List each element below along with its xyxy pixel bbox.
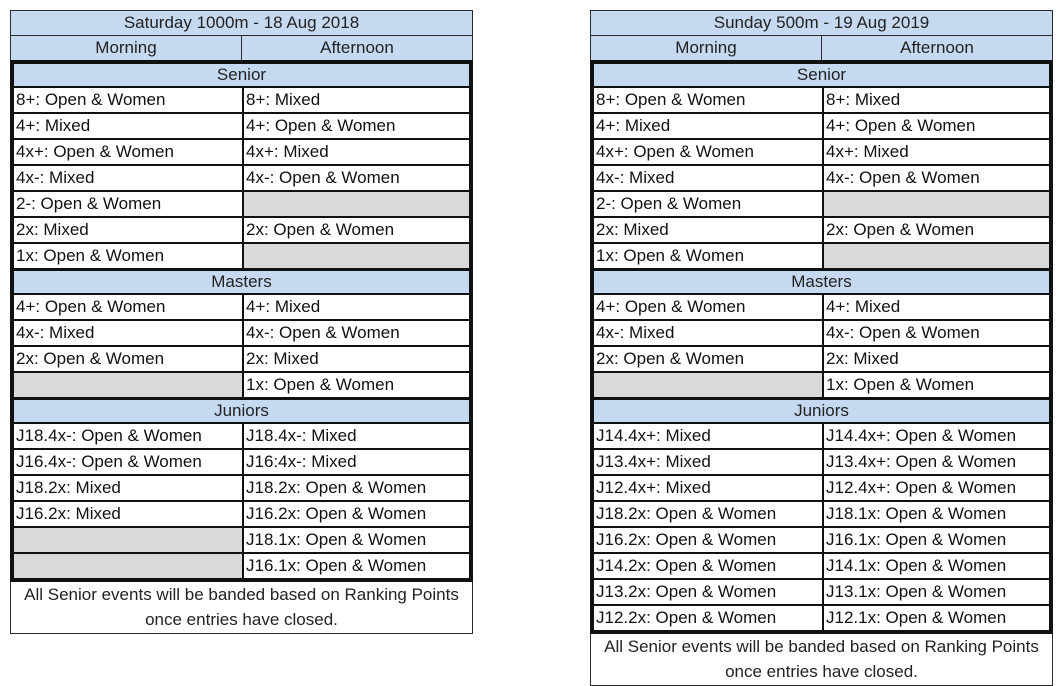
afternoon-event-cell: J12.1x: Open & Women (826, 608, 1007, 627)
section-header-masters: Masters (594, 268, 1049, 293)
table-row (594, 604, 1049, 630)
afternoon-event-cell: 2x: Mixed (246, 349, 319, 368)
morning-event-cell: 1x: Open & Women (594, 244, 824, 268)
afternoon-event-cell: J16.1x: Open & Women (246, 556, 427, 575)
table-row (14, 474, 469, 500)
session-header (591, 36, 1052, 60)
morning-event-cell: 2x: Mixed (594, 218, 824, 242)
table-row (594, 578, 1049, 604)
morning-event-cell: J16.4x-: Open & Women (14, 450, 244, 474)
morning-event-cell: 4x-: Mixed (14, 166, 244, 190)
morning-header: Morning (95, 38, 157, 57)
morning-event-cell: 2-: Open & Women (14, 192, 244, 216)
morning-event-cell: 4x-: Mixed (594, 321, 824, 345)
afternoon-event-cell: 8+: Mixed (826, 90, 901, 109)
table-row (594, 552, 1049, 578)
afternoon-event-cell: 4+: Open & Women (246, 116, 396, 135)
morning-event-cell: 4+: Open & Women (594, 295, 824, 319)
afternoon-event-cell (824, 244, 1049, 268)
afternoon-event-cell (244, 192, 469, 216)
morning-event-cell: J13.2x: Open & Women (594, 580, 824, 604)
afternoon-event-cell: J12.4x+: Open & Women (826, 478, 1017, 497)
afternoon-event-cell: 4x-: Open & Women (246, 323, 400, 342)
table-row (14, 216, 469, 242)
afternoon-event-cell: 2x: Open & Women (826, 220, 975, 239)
afternoon-event-cell: J18.4x-: Mixed (246, 426, 357, 445)
table-row (14, 86, 469, 112)
morning-event-cell: J12.2x: Open & Women (594, 606, 824, 630)
afternoon-event-cell (824, 192, 1049, 216)
saturday-schedule-table (10, 10, 473, 634)
section-header-senior: Senior (14, 64, 469, 86)
session-header (11, 36, 472, 60)
afternoon-event-cell: 4+: Mixed (826, 297, 901, 316)
morning-event-cell: J12.4x+: Mixed (594, 476, 824, 500)
morning-event-cell: 2x: Mixed (14, 218, 244, 242)
table-row (594, 422, 1049, 448)
morning-event-cell: J14.2x: Open & Women (594, 554, 824, 578)
morning-event-cell (14, 528, 244, 552)
afternoon-event-cell: 4x+: Mixed (246, 142, 329, 161)
afternoon-event-cell: 8+: Mixed (246, 90, 321, 109)
afternoon-header: Afternoon (241, 36, 472, 60)
table-header (10, 10, 473, 60)
table-row (594, 216, 1049, 242)
morning-event-cell: 4x+: Open & Women (14, 140, 244, 164)
table-row (594, 86, 1049, 112)
table-row (14, 112, 469, 138)
table-row (594, 112, 1049, 138)
morning-event-cell: 2x: Open & Women (14, 347, 244, 371)
morning-event-cell: 4+: Mixed (594, 114, 824, 138)
afternoon-event-cell: J13.1x: Open & Women (826, 582, 1007, 601)
afternoon-event-cell: 2x: Open & Women (246, 220, 395, 239)
event-schedule (10, 60, 473, 582)
afternoon-event-cell: J14.1x: Open & Women (826, 556, 1007, 575)
afternoon-event-cell: 1x: Open & Women (826, 375, 975, 394)
table-row (594, 138, 1049, 164)
table-row (594, 242, 1049, 268)
morning-event-cell: 4+: Mixed (14, 114, 244, 138)
afternoon-event-cell: 4+: Open & Women (826, 116, 976, 135)
afternoon-event-cell: 1x: Open & Women (246, 375, 395, 394)
table-row (14, 345, 469, 371)
table-row (594, 474, 1049, 500)
sunday-schedule-table (590, 10, 1053, 686)
section-header-masters: Masters (14, 268, 469, 293)
morning-event-cell: 2x: Open & Women (594, 347, 824, 371)
table-row (594, 319, 1049, 345)
table-row (594, 345, 1049, 371)
section-header-juniors: Juniors (594, 397, 1049, 422)
table-row (14, 138, 469, 164)
morning-event-cell (14, 554, 244, 578)
morning-event-cell (14, 373, 244, 397)
afternoon-event-cell: 4x-: Open & Women (826, 323, 980, 342)
afternoon-event-cell: J18.1x: Open & Women (826, 504, 1007, 523)
morning-event-cell: 1x: Open & Women (14, 244, 244, 268)
table-row (594, 448, 1049, 474)
banding-note: All Senior events will be banded based on Ranking Points once entries have closed. (10, 582, 473, 634)
table-row (14, 552, 469, 578)
morning-event-cell: J13.4x+: Mixed (594, 450, 824, 474)
table-title: Saturday 1000m - 18 Aug 2018 (11, 11, 472, 36)
afternoon-event-cell (244, 244, 469, 268)
table-row (594, 293, 1049, 319)
table-row (14, 448, 469, 474)
afternoon-header: Afternoon (821, 36, 1052, 60)
morning-event-cell: 8+: Open & Women (14, 88, 244, 112)
afternoon-event-cell: 4+: Mixed (246, 297, 321, 316)
table-row (594, 190, 1049, 216)
table-row (14, 293, 469, 319)
table-row (594, 371, 1049, 397)
morning-event-cell: 2-: Open & Women (594, 192, 824, 216)
afternoon-event-cell: J14.4x+: Open & Women (826, 426, 1017, 445)
table-row (594, 526, 1049, 552)
table-row (14, 422, 469, 448)
afternoon-event-cell: 4x-: Open & Women (246, 168, 400, 187)
table-row (14, 371, 469, 397)
afternoon-event-cell: 4x+: Mixed (826, 142, 909, 161)
afternoon-event-cell: J16.1x: Open & Women (826, 530, 1007, 549)
morning-event-cell: 8+: Open & Women (594, 88, 824, 112)
table-row (14, 242, 469, 268)
table-row (14, 319, 469, 345)
morning-event-cell: J16.2x: Mixed (14, 502, 244, 526)
morning-event-cell: J14.4x+: Mixed (594, 424, 824, 448)
table-row (14, 164, 469, 190)
morning-event-cell: J18.2x: Mixed (14, 476, 244, 500)
afternoon-event-cell: J16:4x-: Mixed (246, 452, 357, 471)
banding-note: All Senior events will be banded based on Ranking Points once entries have closed. (590, 634, 1053, 686)
afternoon-event-cell: J18.1x: Open & Women (246, 530, 427, 549)
section-header-juniors: Juniors (14, 397, 469, 422)
morning-event-cell: 4x-: Mixed (14, 321, 244, 345)
afternoon-event-cell: 4x-: Open & Women (826, 168, 980, 187)
table-row (14, 526, 469, 552)
table-row (14, 500, 469, 526)
table-row (594, 500, 1049, 526)
morning-event-cell: J18.4x-: Open & Women (14, 424, 244, 448)
table-row (14, 190, 469, 216)
morning-event-cell: J16.2x: Open & Women (594, 528, 824, 552)
afternoon-event-cell: J16.2x: Open & Women (246, 504, 427, 523)
morning-event-cell: J18.2x: Open & Women (594, 502, 824, 526)
table-title: Sunday 500m - 19 Aug 2019 (591, 11, 1052, 36)
morning-event-cell (594, 373, 824, 397)
morning-event-cell: 4x+: Open & Women (594, 140, 824, 164)
morning-header: Morning (675, 38, 737, 57)
morning-event-cell: 4+: Open & Women (14, 295, 244, 319)
afternoon-event-cell: 2x: Mixed (826, 349, 899, 368)
section-header-senior: Senior (594, 64, 1049, 86)
table-header (590, 10, 1053, 60)
morning-event-cell: 4x-: Mixed (594, 166, 824, 190)
afternoon-event-cell: J18.2x: Open & Women (246, 478, 427, 497)
table-row (594, 164, 1049, 190)
event-schedule (590, 60, 1053, 634)
afternoon-event-cell: J13.4x+: Open & Women (826, 452, 1017, 471)
